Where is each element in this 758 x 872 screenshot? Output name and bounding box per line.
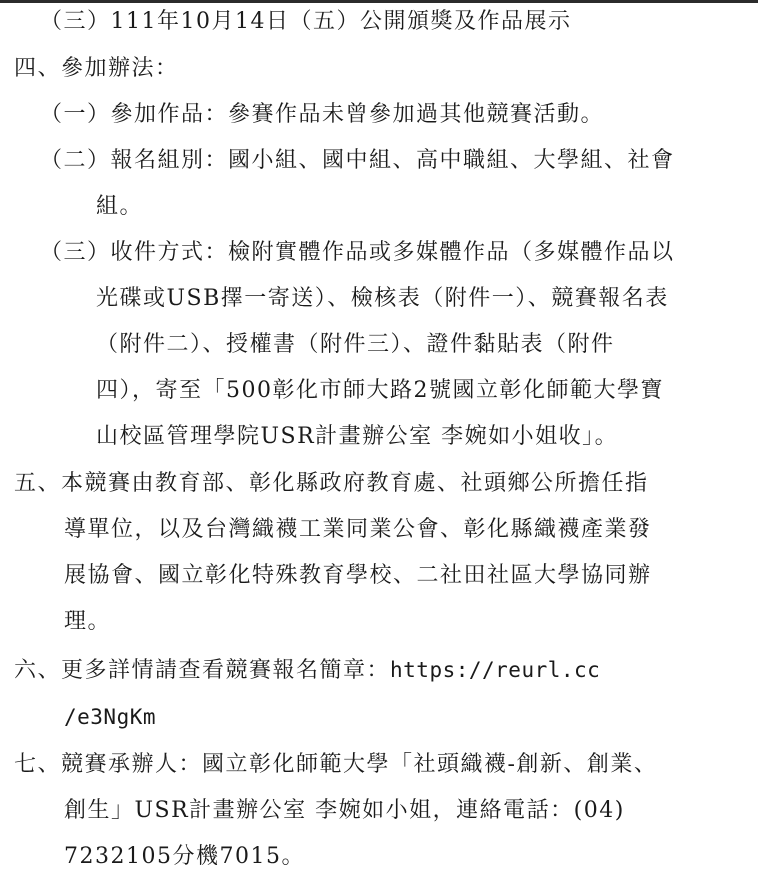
section-4-heading: 四、參加辦法： [14,56,179,81]
rule-2-groups-cont: 組。 [96,194,144,219]
rule-3-submission-cont-1: 光碟或USB擇一寄送）、檢核表（附件一）、競賽報名表 [96,286,669,311]
section-5-organizers-cont-2: 展協會、國立彰化特殊教育學校、二社田社區大學協同辦 [64,563,652,588]
section-6-label: 六、更多詳情請查看競賽報名簡章： [14,658,391,683]
rule-2-groups: （二）報名組別：國小組、國中組、高中職組、大學組、社會 [40,148,675,173]
top-border [0,0,758,3]
rule-3-submission: （三）收件方式：檢附實體作品或多媒體作品（多媒體作品以 [40,240,675,265]
section-7-contact-cont-1: 創生」USR計畫辦公室 李婉如小姐，連絡電話：(04) [64,798,625,823]
rule-1-eligibility: （一）參加作品：參賽作品未曾參加過其他競賽活動。 [40,102,605,127]
registration-link[interactable]: https://reurl.cc [390,658,601,682]
rule-3-submission-cont-4: 山校區管理學院USR計畫辦公室 李婉如小姐收」。 [96,424,619,449]
section-5-organizers: 五、本競賽由教育部、彰化縣政府教育處、社頭鄉公所擔任指 [14,471,649,496]
section-7-contact-cont-2: 7232105分機7015。 [64,844,305,869]
section-7-contact: 七、競賽承辦人：國立彰化師範大學「社頭織襪-創新、創業、 [14,752,658,777]
rule-3-submission-cont-2: （附件二）、授權書（附件三）、證件黏貼表（附件 [96,332,615,357]
section-6-more-info [14,656,600,685]
section-5-organizers-cont-1: 導單位，以及台灣織襪工業同業公會、彰化縣織襪產業發 [64,517,652,542]
rule-3-submission-cont-3: 四），寄至「500彰化市師大路2號國立彰化師範大學寶 [96,378,664,403]
section-5-organizers-cont-3: 理。 [64,609,112,634]
schedule-item-3: （三）111年10月14日（五）公開頒獎及作品展示 [40,9,572,34]
registration-link-cont[interactable]: /e3NgKm [64,705,157,729]
